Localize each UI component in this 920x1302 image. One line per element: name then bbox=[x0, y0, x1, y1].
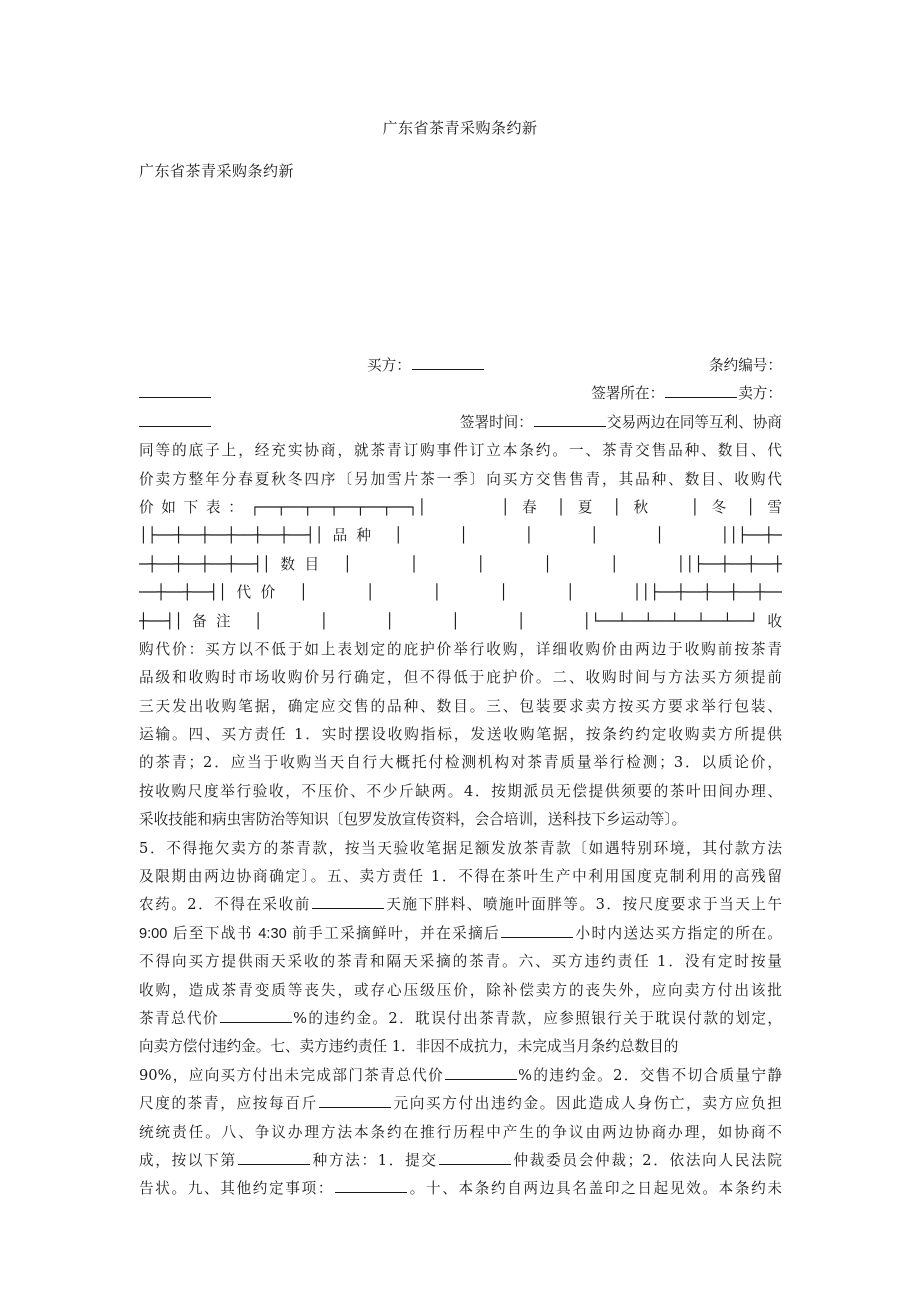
text-segment: 尺度的茶青，应按每百斤 bbox=[139, 1095, 318, 1113]
arbitration-committee-blank[interactable] bbox=[439, 1150, 511, 1165]
text-segment: %的违约金。2．交售不切合质量宁静 bbox=[518, 1066, 782, 1084]
seller-penalty-percent-blank[interactable] bbox=[445, 1065, 517, 1080]
body-line: 交易两边在同等互利、协商 bbox=[606, 413, 782, 431]
contract-no-label: 条约编号： bbox=[709, 357, 782, 374]
body-line: 价卖方整年分春夏秋冬四序〔另加雪片茶一季〕向买方交售售青，其品种、数目、收购代 bbox=[139, 470, 782, 488]
body-line bbox=[139, 891, 782, 919]
body-line: 收购，造成茶青变质等丧失，或存心压级压价，除补偿卖方的丧失外，应向卖方付出该批 bbox=[139, 981, 782, 999]
buyer-blank[interactable] bbox=[412, 355, 484, 370]
body-line: 品级和收购时市场收购价另行确定，但不得低于庇护价。二、收购时间与方法买方须提前 bbox=[139, 669, 782, 687]
text-segment: 天施下胖料、喷施叶面胖等。3．按尺度要求于当天上午 bbox=[384, 896, 782, 914]
sign-time-blank[interactable] bbox=[534, 412, 606, 427]
table-line: │├──┼──┼──┼──┼──┼──┤│品种 │ │ │ │ │ ││├──┼─ bbox=[139, 527, 782, 545]
seller-label: 卖方： bbox=[738, 385, 782, 403]
buyer-label: 买方： bbox=[367, 357, 411, 374]
seller-blank[interactable] bbox=[139, 412, 211, 427]
header-line-2 bbox=[139, 380, 782, 408]
text-segment: 9:00 后至下战书 4:30 前手工采摘鲜叶，并在采摘后 bbox=[139, 925, 501, 942]
body-line: 不得向买方提供雨天采收的茶青和隔天采摘的茶青。六、买方违约责任 1．没有定时按量 bbox=[139, 953, 782, 971]
text-segment: 茶青总代价 bbox=[139, 1009, 220, 1027]
body-line: 同等的底子上，经充实协商，就茶青订购事件订立本条约。一、茶青交售品种、数目、代 bbox=[139, 442, 782, 460]
text-segment: 成，按以下第 bbox=[139, 1151, 237, 1169]
body-line bbox=[139, 1147, 782, 1175]
body-line bbox=[139, 1062, 782, 1090]
dispute-method-blank[interactable] bbox=[238, 1150, 310, 1165]
table-line: ┼──┤│备注 │ │ │ │ │ │└──┴──┴──┴──┴──┴──┘收 bbox=[139, 612, 782, 630]
page-title: 广东省茶青采购条约新 bbox=[382, 119, 538, 137]
text-segment: 90%，应向买方付出未完成部门茶青总代价 bbox=[139, 1066, 445, 1084]
document-subtitle: 广东省茶青采购条约新 bbox=[139, 162, 295, 180]
body-line: 及限期由两边协商确定〕。五、卖方责任 1．不得在茶叶生产中利用国度克制利用的高残留 bbox=[139, 868, 782, 886]
text-segment: 小时内送达买方指定的所在。 bbox=[574, 924, 782, 942]
body-line: 运输。四、买方责任 1．实时摆设收购指标，发送收购笔据，按条约约定收购卖方所提供 bbox=[139, 726, 782, 744]
body-line: 的茶青；2．应当于收购当天自行大概托付检测机构对茶青质量举行检测；3．以质论价， bbox=[139, 754, 782, 772]
table-line: ─┼──┼──┼──┼──┤│数目 │ │ │ │ │ ││├──┼──┼──┼ bbox=[139, 555, 782, 573]
days-before-harvest-blank[interactable] bbox=[312, 894, 384, 909]
table-line: ──┼──┼──┤│代价 │ │ │ │ │ ││├──┼──┼──┼──┼── bbox=[139, 584, 782, 602]
text-segment: %的违约金。2．耽误付出茶青款，应参照银行关于耽误付款的划定， bbox=[293, 1009, 782, 1027]
other-terms-blank[interactable] bbox=[335, 1178, 407, 1193]
text-segment: 农药。2．不得在采收前 bbox=[139, 896, 311, 914]
table-line: 价如下表：┌──┬──┬──┬──┬──┬──┐│ │ 春 │ 夏 │ 秋 │ 冬 │ 雪 bbox=[139, 498, 782, 516]
body-line: 采收技能和病虫害防治等知识〔包罗发放宣传资料，会合培训，送科技下乡运动等〕。 bbox=[139, 811, 687, 829]
body-line: 5．不得拖欠卖方的茶青款，按当天验收笔据足额发放茶青款〔如遇特别环境，其付款方法 bbox=[139, 839, 782, 857]
text-segment: 。十、本条约自两边具名盖印之日起见效。本条约未 bbox=[408, 1180, 782, 1198]
body-line bbox=[139, 1090, 782, 1118]
sign-place-label: 签署所在： bbox=[591, 385, 665, 403]
contract-no-blank[interactable] bbox=[139, 383, 211, 398]
body-line bbox=[139, 1005, 782, 1033]
per-hundred-jin-amount-blank[interactable] bbox=[319, 1093, 391, 1108]
header-line-3 bbox=[139, 409, 782, 437]
sign-place-blank[interactable] bbox=[665, 383, 737, 398]
body-line: 购代价：买方以不低于如上表划定的庇护价举行收购，详细收购价由两边于收购前按茶青 bbox=[139, 640, 782, 658]
text-segment: 种方法：1．提交 bbox=[310, 1151, 438, 1169]
text-segment: 仲裁委员会仲裁；2．依法向人民法院 bbox=[511, 1151, 782, 1169]
text-segment: 告状。九、其他约定事项： bbox=[139, 1180, 335, 1198]
delivery-hours-blank[interactable] bbox=[501, 923, 573, 938]
body-line: 统统责任。八、争议办理方法本条约在推行历程中产生的争议由两边协商办理，如协商不 bbox=[139, 1123, 782, 1141]
buyer-penalty-percent-blank[interactable] bbox=[220, 1008, 292, 1023]
document-body bbox=[139, 352, 782, 1204]
body-line: 三天发出收购笔据，确定应交售的品种、数目。三、包装要求卖方按买方要求举行包装、 bbox=[139, 697, 782, 715]
text-segment: 元向买方付出违约金。因此造成人身伤亡，卖方应负担 bbox=[391, 1095, 782, 1113]
header-line-1 bbox=[139, 352, 782, 380]
sign-time-label: 签署时间： bbox=[459, 413, 533, 431]
body-line: 向卖方偿付违约金。七、卖方违约责任 1．非因不成抗力，未完成当月条约总数目的 bbox=[139, 1038, 679, 1056]
body-line: 按收购尺度举行验收，不压价、不少斤缺两。4．按期派员无偿提供须要的茶叶田间办理、 bbox=[139, 782, 782, 800]
body-line bbox=[139, 1175, 782, 1203]
body-line bbox=[139, 920, 782, 948]
